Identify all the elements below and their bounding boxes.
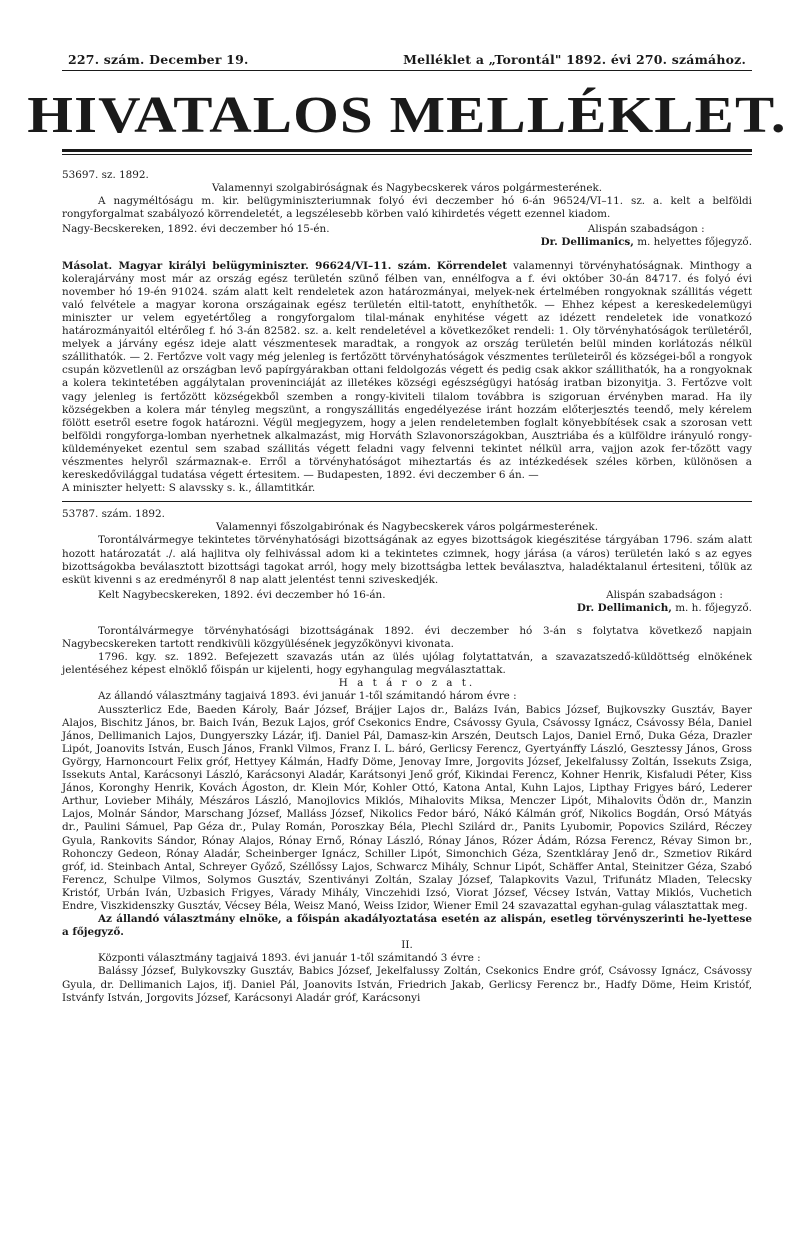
section-divider [62, 501, 752, 502]
section-roman-numeral: II. [401, 939, 413, 952]
decree-text [62, 260, 752, 483]
standing-committee-intro: Az állandó választmány tagjaivá 1893. évi január 1-től számitandó három évre : [98, 690, 517, 703]
notice-signature-line [62, 223, 752, 249]
notice-number: 53697. sz. 1892. [62, 169, 149, 181]
central-committee-members: Balássy József, Bulykovszky Gusztáv, Babics József, Jekelfalussy Zoltán, Csekonics Endre gróf, Csávossy Ignácz, Csávossy Gyula, dr. Dellimanich Lajos, ifj. Daniel Pál, Joanovits István, Friedrich Jakab, Gerlicsy Ferencz br., Hadfy Döme, Heim Kristóf, Istvánfy István, Jorgovits József, Karácsonyi Aladár gróf, Karácsonyi [62, 965, 752, 1004]
notice-signature [577, 589, 752, 615]
issue-number: 227. szám. December 19. [68, 52, 249, 67]
assembly-minutes [62, 625, 752, 1005]
notice-body: Torontálvármegye tekintetes törvényhatósági bizottságának az egyes bizottságok kiegészitése tárgyában 1796. szám alatt hozott határozatát ./. alá hajlitva oly felhivással adom ki a tekintetes czimnek, hogy járása (a város) területén lakó s az egyes bizottságokba beválasztott bizottsági tagokat arról, hogy mely bizottságba lettek beválasztva, haladéktalanul értesiteni, tőlük az esküt kivenni s az eredményről 8 nap alatt jelentést tenni sziveskedjék. [62, 534, 752, 586]
notice-53787 [62, 508, 752, 615]
decree-96624 [62, 260, 752, 496]
masthead-title: HIVATALOS MELLÉKLET. [27, 87, 787, 144]
central-committee-intro: Központi választmány tagjaivá 1893. évi január 1-től számitandó 3 évre : [98, 952, 481, 965]
standing-committee-chair: Az állandó választmány elnöke, a főispán akadályoztatása esetén az alispán, esetleg törvényszerinti he-lyettese a főjegyző. [62, 913, 752, 939]
notice-addressee: Valamennyi főszolgabirónak és Nagybecskerek város polgármesterének. [215, 521, 599, 534]
minutes-resolution: 1796. kgy. sz. 1892. Befejezett szavazás után az ülés ujólag folytattatván, a szavazatszedő-küldöttség elnökének jelentéséhez képest elnöklő főispán ur kijelenti, hogy egyhangulag megválasztattak. [62, 651, 752, 677]
minutes-intro: Torontálvármegye törvényhatósági bizottságának 1892. évi deczember hó 3-án s folytatva következő napjain Nagybecskereken tartott rendkivüli közgyülésének jegyzőkönyvi kivonata. [62, 625, 752, 651]
sign-title: Alispán szabadságon : [606, 588, 723, 601]
notice-53697 [62, 169, 752, 250]
header-rule [62, 70, 752, 71]
notice-place-date: Kelt Nagybecskereken, 1892. évi deczember hó 16-án. [98, 588, 386, 601]
sign-role: m. helyettes főjegyző. [637, 236, 752, 249]
decree-title: Körrendelet [436, 259, 508, 272]
standing-committee-members: Ausszterlicz Ede, Baeden Károly, Baár József, Brájjer Lajos dr., Balázs Iván, Babics József, Bujkovszky Gusztáv, Bayer Alajos, Bischitz János, br. Baich Iván, Bezuk Lajos, gróf Csekonics Endre, Csávossy Gyula, Csávossy Ignácz, Csávossy Béla, Daniel János, Dellimanich Lajos, Dungyerszky Lázár, ifj. Daniel Pál, Damasz-kin Arszén, Deutsch Lajos, Daniel Ernő, Duka Géza, Drazler Lipót, Joanovits István, Eusch János, Frankl Vilmos, Franz I. L. báró, Gerlicsy Ferencz, Gyertyánffy László, Gesztessy János, Gross György, Harnoncourt Felix gróf, Hettyey Kálmán, Hadfy Döme, Jenovay Imre, Jorgovits József, Jekelfalussy Zoltán, Issekuts Zsiga, Issekuts Antal, Karácsonyi László, Karácsonyi Aladár, Karátsonyi Jenő gróf, Kikindai Ferencz, Kohner Henrik, Kisfaludi Péter, Kiss János, Koronghy Henrik, Kovách Ágoston, dr. Klein Mór, Kohler Ottó, Katona Antal, Kuhn Lajos, Lipthay Frigyes báró, Lederer Arthur, Lovieber Mihály, Mészáros László, Manojlovics Miklós, Mihalovits Miksa, Menczer Lipót, Mihalovits Ödön dr., Manzin Lajos, Molnár Sándor, Marschang József, Malláss József, Nikolics Fedor báró, Nákó Kálmán gróf, Nikolics Bogdán, Orsó Mátyás dr., Paulini Sámuel, Pap Géza dr., Pulay Román, Poroszkay Béla, Plechl Szilárd dr., Panits Lyubomir, Popovics Szilárd, Réczey Gyula, Rankovits Sándor, Rónay Alajos, Rónay Ernő, Rónay László, Rónay János, Rózer Ádám, Rózsa Ferencz, Révay Simon br., Rohonczy Gedeon, Rónay Aladár, Scheinberger Ignácz, Schiller Lipót, Simonchich Géza, Szentkláray Jenő dr., Szmetiov Rikárd gróf, id. Steinbach Antal, Schreyer Győző, Széllőssy Lajos, Schwarcz Mihály, Schnur Lipót, Schäffer Antal, Steinitzer Géza, Szabó Ferencz, Schulpe Vilmos, Solymos Gusztáv, Szentiványi Zoltán, Szalay József, Talapkovits Vazul, Trifunátz Mladen, Telecsky Kristóf, Urbán Iván, Uzbasich Frigyes, Várady Mihály, Vinczehidi Izsó, Viorat József, Vécsey István, Vattay Miklós, Vuchetich Endre, Viszkidenszky Gusztáv, Vécsey Béla, Weisz Manó, Weiss Izidor, Wiener Emil 24 szavazattal egyhan-gulag választattak meg. [62, 703, 752, 912]
notice-signature-line [62, 589, 752, 615]
resolution-heading: H a t á r o z a t. [338, 677, 476, 690]
notice-place-date: Nagy-Becskereken, 1892. évi deczember hó 15-én. [62, 223, 330, 236]
decree-body: valamennyi törvényhatóságnak. Minthogy a kolerajárvány most már az ország egész területén szünő félben van, ennélfogva a f. évi október 30-án 84717. és folyó évi november hó 19-én 91024. szám alatt kelt rendeletek azon határozmányai, melyek-nek értelmében rongyoknak szállitás végett való felvétele a magyar korona országainak egész területén eltil-tatott, enyhíthetők. — Ehhez képest a kereskedelemügyi miniszter ur velem egyetértőleg a rongyforgalom tilal-mának enyhitése végett az idézett rendeletek ide vonatkozó határozmányaitól eltérőleg f. hó 3-án 82582. sz. a. kelt rendeletével a következőket rendeli: 1. Oly törvényhatóságok területéről, melyek a járvány egész ideje alatt vészmentesek maradtak, a rongyok az ország területén belül minden korlátozás nélkül szállithatók. — 2. Fertőzve volt vagy még jelenleg is fertőzött törvényhatóságok vészmentes területeiről és községei-ből a rongyok csupán közvetlenül az országban levő papírgyárakban ottani feldolgozás végett és pedig csak akkor szállithatók, ha a rongyoknak a kolera tekintetében aggálytalan proveninciáját az illetékes községi egészségügyi hatóság iratban bizonyitja. 3. Fertőzve volt vagy jelenleg is fertőzött községekből szemben a rongy-kiviteli tilalom továbbra is szigoruan érvényben marad. Ha ily községekben a kolera már tényleg megszünt, a rongyszállitás engedélyezése iránt hozzám előterjesztés teendő, mely kérelem fölött esetről esetre fogok határozni. Végül megjegyzem, hogy a jelen rendeletemben foglalt könyebbítések csak a szorosan vett belföldi rongyforga-lomban nyerhetnek alkalmazást, mig Horváth Szlavonországokban, Ausztriába és a külföldre irányuló rongy-küldeményeket ezentul sem szabad szállitás végett feladni vagy felvenni tekintet nélkül arra, vajjon azok fer-tőzött vagy vészmentes helyről származnak-e. Erről a törvényhatóságot miheztartás és az intézkedések széles körben, különösen a kereskedővilággal tudatása végett értesitem. — Budapesten, 1892. évi deczember 6 án. — [62, 259, 752, 482]
sign-title: Alispán szabadságon : [587, 223, 705, 236]
decree-intro: Másolat. Magyar királyi belügyminiszter. 96624/VI–11. szám. [62, 259, 431, 272]
notice-signature [541, 223, 752, 249]
decree-signer: A miniszter helyett: S alavssky s. k., államtitkár. [62, 482, 316, 495]
sign-name: Dr. Dellimanics, [540, 236, 634, 249]
sign-name: Dr. Dellimanich, [576, 601, 672, 614]
supplement-note: Melléklet a „Torontál" 1892. évi 270. számához. [403, 52, 746, 67]
header-line [62, 52, 752, 67]
notice-addressee: Valamennyi szolgabiróságnak és Nagybecskerek város polgármesterének. [211, 182, 603, 195]
newspaper-page [27, 52, 787, 1005]
notice-body: A nagyméltóságu m. kir. belügyminiszteriumnak folyó évi deczember hó 6-án 96524/VI–11. sz. a. kelt a belföldi rongyforgalmat szabályozó körrendeletét, a legszélesebb körben való kihirdetés végett ezennel kiadom. [62, 195, 752, 221]
sign-role: m. h. főjegyző. [675, 601, 752, 614]
notice-number: 53787. szám. 1892. [62, 508, 165, 521]
